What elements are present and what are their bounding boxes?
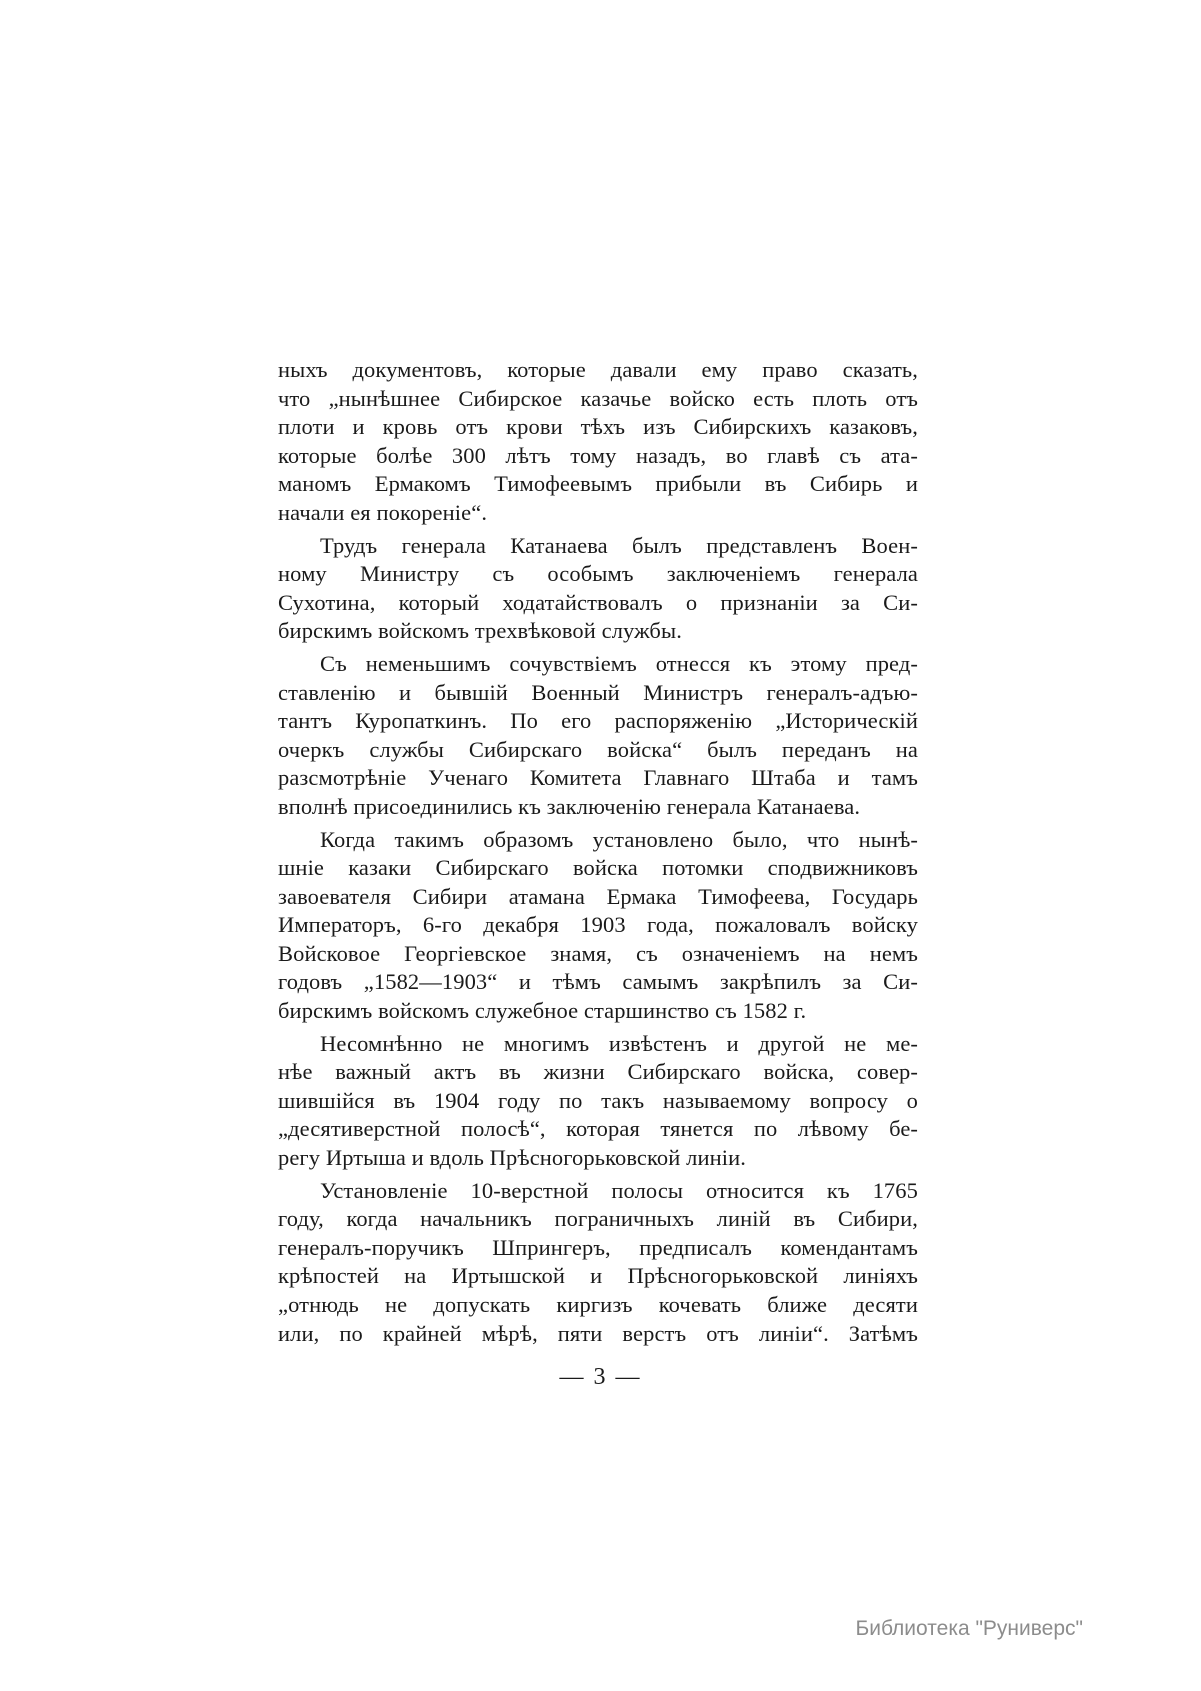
- text-line: что „нынѣшнее Сибирское казачье войско есть плоть отъ: [278, 385, 918, 411]
- page-number: — 3 —: [559, 1364, 642, 1390]
- text-line: шніе казаки Сибирскаго войска потомки сподвижниковъ: [278, 855, 918, 881]
- text-line: году, когда начальникъ пограничныхъ линій въ Сибири,: [278, 1206, 918, 1232]
- paragraph: [278, 532, 918, 646]
- text-line: бирскимъ войскомъ трехвѣковой службы.: [278, 618, 682, 644]
- text-line: бирскимъ войскомъ служебное старшинство съ 1582 г.: [278, 998, 807, 1024]
- text-line: нѣе важный актъ въ жизни Сибирскаго войска, совер-: [278, 1059, 918, 1085]
- paragraph: [278, 356, 918, 528]
- text-line: вполнѣ присоединились къ заключенію генерала Катанаева.: [278, 793, 861, 819]
- text-line: Войсковое Георгіевское знамя, съ означеніемъ на немъ: [278, 940, 918, 966]
- text-line: Установленіе 10-верстной полосы относится къ 1765: [320, 1177, 918, 1203]
- text-line: шившійся въ 1904 году по такъ называемому вопросу о: [278, 1087, 918, 1113]
- text-line: Когда такимъ образомъ установлено было, что нынѣ-: [320, 826, 918, 852]
- text-line: ному Министру съ особымъ заключеніемъ генерала: [278, 561, 918, 587]
- paragraph: [278, 1030, 918, 1173]
- text-line: Сухотина, который ходатайствовалъ о признаніи за Си-: [278, 589, 918, 615]
- text-line: которые болѣе 300 лѣтъ тому назадъ, во главѣ съ ата-: [278, 442, 918, 468]
- text-line: маномъ Ермакомъ Тимофеевымъ прибыли въ Сибирь и: [278, 471, 918, 497]
- library-watermark: Библиотека "Руниверс": [855, 1617, 1083, 1640]
- text-line: Съ неменьшимъ сочувствіемъ отнесся къ этому пред-: [320, 650, 918, 676]
- text-line: плоти и кровь отъ крови тѣхъ изъ Сибирскихъ казаковъ,: [278, 414, 918, 440]
- body-text: [278, 356, 918, 1352]
- text-line: „десятиверстной полосѣ“, которая тянется по лѣвому бе-: [278, 1116, 918, 1142]
- text-line: очеркъ службы Сибирскаго войска“ былъ переданъ на: [278, 736, 918, 762]
- text-line: Императоръ, 6-го декабря 1903 года, пожаловалъ войску: [278, 912, 918, 938]
- text-line: начали ея покореніе“.: [278, 499, 488, 525]
- text-line: регу Иртыша и вдоль Прѣсногорьковской линіи.: [278, 1145, 746, 1171]
- text-line: „отнюдь не допускать киргизъ кочевать ближе десяти: [278, 1292, 918, 1317]
- paragraph: [278, 826, 918, 1026]
- text-line: ныхъ документовъ, которые давали ему право сказать,: [278, 357, 918, 382]
- text-line: генералъ-поручикъ Шпрингеръ, предписалъ комендантамъ: [278, 1234, 918, 1260]
- text-line: ставленію и бывшій Военный Министръ генералъ-адъю-: [278, 679, 918, 705]
- text-line: или, по крайней мѣрѣ, пяти верстъ отъ линіи“. Затѣмъ: [278, 1320, 918, 1346]
- text-line: тантъ Куропаткинъ. По его распоряженію „Историческій: [278, 708, 918, 734]
- paragraph: [278, 650, 918, 822]
- text-line: Трудъ генерала Катанаева былъ представленъ Воен-: [320, 532, 918, 558]
- text-line: Несомнѣнно не многимъ извѣстенъ и другой не ме-: [320, 1030, 918, 1056]
- paragraph: [278, 1177, 918, 1349]
- text-line: годовъ „1582—1903“ и тѣмъ самымъ закрѣпилъ за Си-: [278, 969, 918, 995]
- text-line: крѣпостей на Иртышской и Прѣсногорьковской линіяхъ: [278, 1263, 918, 1289]
- text-line: завоевателя Сибири атамана Ермака Тимофеева, Государь: [278, 883, 918, 909]
- text-line: разсмотрѣніе Ученаго Комитета Главнаго Штаба и тамъ: [278, 765, 918, 791]
